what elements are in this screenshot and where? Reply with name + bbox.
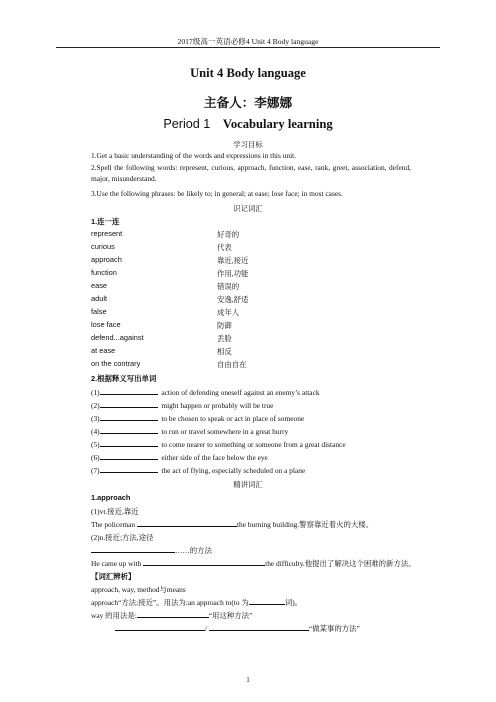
period-subtitle: Vocabulary learning <box>222 117 333 131</box>
sense-2: (2)n.接近;方法,途径 <box>91 533 154 542</box>
goals-heading: 学习目标 <box>233 140 263 149</box>
match-left-item: adult <box>91 294 108 303</box>
definition-text: might happen or probably will be true <box>161 401 274 410</box>
example-2-end: the difficulty.他提出了解决这个困难的新方法。 <box>265 559 416 568</box>
period-label: Period 1 <box>163 117 211 131</box>
analysis-line: approach, way, method与means <box>91 585 186 594</box>
definition-number: (4) <box>91 427 100 436</box>
match-right-item: 丢脸 <box>217 334 232 343</box>
definition-number: (3) <box>91 414 100 423</box>
definition-item <box>91 439 346 449</box>
definition-text: to come nearer to something or someone from a great distance <box>161 440 346 449</box>
goal-1: 1.Get a basic understanding of the words and expressions in this unit. <box>91 151 297 160</box>
goal-3: 3.Use the following phrases: be likely to; in general; at ease; lose face; in most cases. <box>91 189 343 198</box>
usage-separator: / <box>205 624 208 633</box>
match-left-item: function <box>91 268 117 277</box>
definition-number: (7) <box>91 466 100 475</box>
match-right-item: 代表 <box>217 243 232 252</box>
unit-title: Unit 4 Body language <box>190 66 306 80</box>
match-left-item: on the contrary <box>91 359 141 368</box>
definition-item <box>91 400 273 410</box>
match-right-item: 好奇的 <box>217 230 240 239</box>
preparer-line: 主备人：李娜娜 <box>203 95 293 110</box>
memorize-heading: 识记词汇 <box>233 204 263 213</box>
answer-blank[interactable] <box>100 452 158 460</box>
example-2 <box>91 558 416 569</box>
answer-blank[interactable] <box>100 413 158 421</box>
match-left-item: defend...against <box>91 333 144 342</box>
answer-blank[interactable] <box>100 465 158 473</box>
example-1-end: the burning building.警察靠近着火的大楼。 <box>236 520 374 529</box>
pattern-line <box>91 545 212 556</box>
definition-text: either side of the face below the eye <box>161 453 268 462</box>
match-right-item: 错误的 <box>217 282 240 291</box>
definition-title: 2.根据释义写出单词 <box>91 374 157 383</box>
usage-way <box>91 610 252 621</box>
match-right-item: 自由自在 <box>217 360 247 369</box>
usage-approach-end: 词)。 <box>284 598 303 607</box>
answer-blank[interactable] <box>100 426 158 434</box>
usage-way-2 <box>115 623 360 634</box>
answer-blank[interactable] <box>100 439 158 447</box>
example-2-start: He came up with <box>91 559 142 568</box>
definition-item <box>91 387 320 397</box>
match-title: 1.连一连 <box>91 217 120 226</box>
answer-blank[interactable] <box>143 558 265 566</box>
usage-way-2-quote: “做某事的方法” <box>308 624 360 633</box>
usage-approach-text: approach“方法;接近”。用法为:an approach to(to 为 <box>91 598 249 607</box>
match-left-item: approach <box>91 255 122 264</box>
pattern-text: ……的方法 <box>175 546 212 555</box>
definition-number: (5) <box>91 440 100 449</box>
match-left-item: lose face <box>91 320 121 329</box>
usage-way-text: way 的用法是: <box>91 611 137 620</box>
answer-blank[interactable] <box>137 519 237 527</box>
answer-blank[interactable] <box>100 387 158 395</box>
definition-item <box>91 465 305 475</box>
match-right-item: 相反 <box>217 347 232 356</box>
match-left-item: curious <box>91 242 115 251</box>
page-number: 1 <box>246 676 250 684</box>
page-header: 2017级高一英语必修4 Unit 4 Body language <box>177 37 319 46</box>
answer-blank[interactable] <box>137 610 209 618</box>
match-left-item: represent <box>91 229 123 238</box>
usage-approach <box>91 597 302 608</box>
header-rule <box>56 47 440 48</box>
goal-2: 2.Spell the following words: represent, curious, approach, function, ease, rank, greet, association, defend, major, misunderstand. <box>91 163 411 183</box>
match-left-item: ease <box>91 281 108 290</box>
sense-1: (1)vt.接近,靠近 <box>91 507 139 516</box>
answer-blank[interactable] <box>249 597 285 605</box>
example-1-start: The policeman <box>91 520 136 529</box>
answer-blank[interactable] <box>209 623 309 631</box>
answer-blank[interactable] <box>91 545 175 553</box>
match-left-item: false <box>91 307 107 316</box>
definition-number: (2) <box>91 401 100 410</box>
match-right-item: 安逸,舒适 <box>217 295 249 304</box>
definition-text: to be chosen to speak or act in place of someone <box>161 414 305 423</box>
definition-item <box>91 413 304 423</box>
detail-heading: 精讲词汇 <box>233 480 263 489</box>
definition-number: (6) <box>91 453 100 462</box>
usage-way-quote: “用这种方法” <box>208 611 253 620</box>
match-left-item: at ease <box>91 346 116 355</box>
definition-text: the act of flying, especially scheduled on a plane <box>161 466 306 475</box>
definition-item <box>91 426 288 436</box>
period-title <box>0 117 496 132</box>
detail-word: 1.approach <box>91 493 131 502</box>
match-right-item: 成年人 <box>217 308 240 317</box>
analysis-title: 【词汇辨析】 <box>91 572 136 581</box>
answer-blank[interactable] <box>115 623 208 633</box>
match-right-item: 靠近,接近 <box>217 256 249 265</box>
answer-blank[interactable] <box>100 400 158 408</box>
definition-text: to run or travel somewhere in a great hurry <box>161 427 289 436</box>
example-1 <box>91 519 373 530</box>
match-right-item: 防御 <box>217 321 232 330</box>
definition-text: action of defending oneself against an enemy’s attack <box>161 388 320 397</box>
match-right-item: 作用,功能 <box>217 269 249 278</box>
definition-item <box>91 452 268 462</box>
definition-number: (1) <box>91 388 100 397</box>
